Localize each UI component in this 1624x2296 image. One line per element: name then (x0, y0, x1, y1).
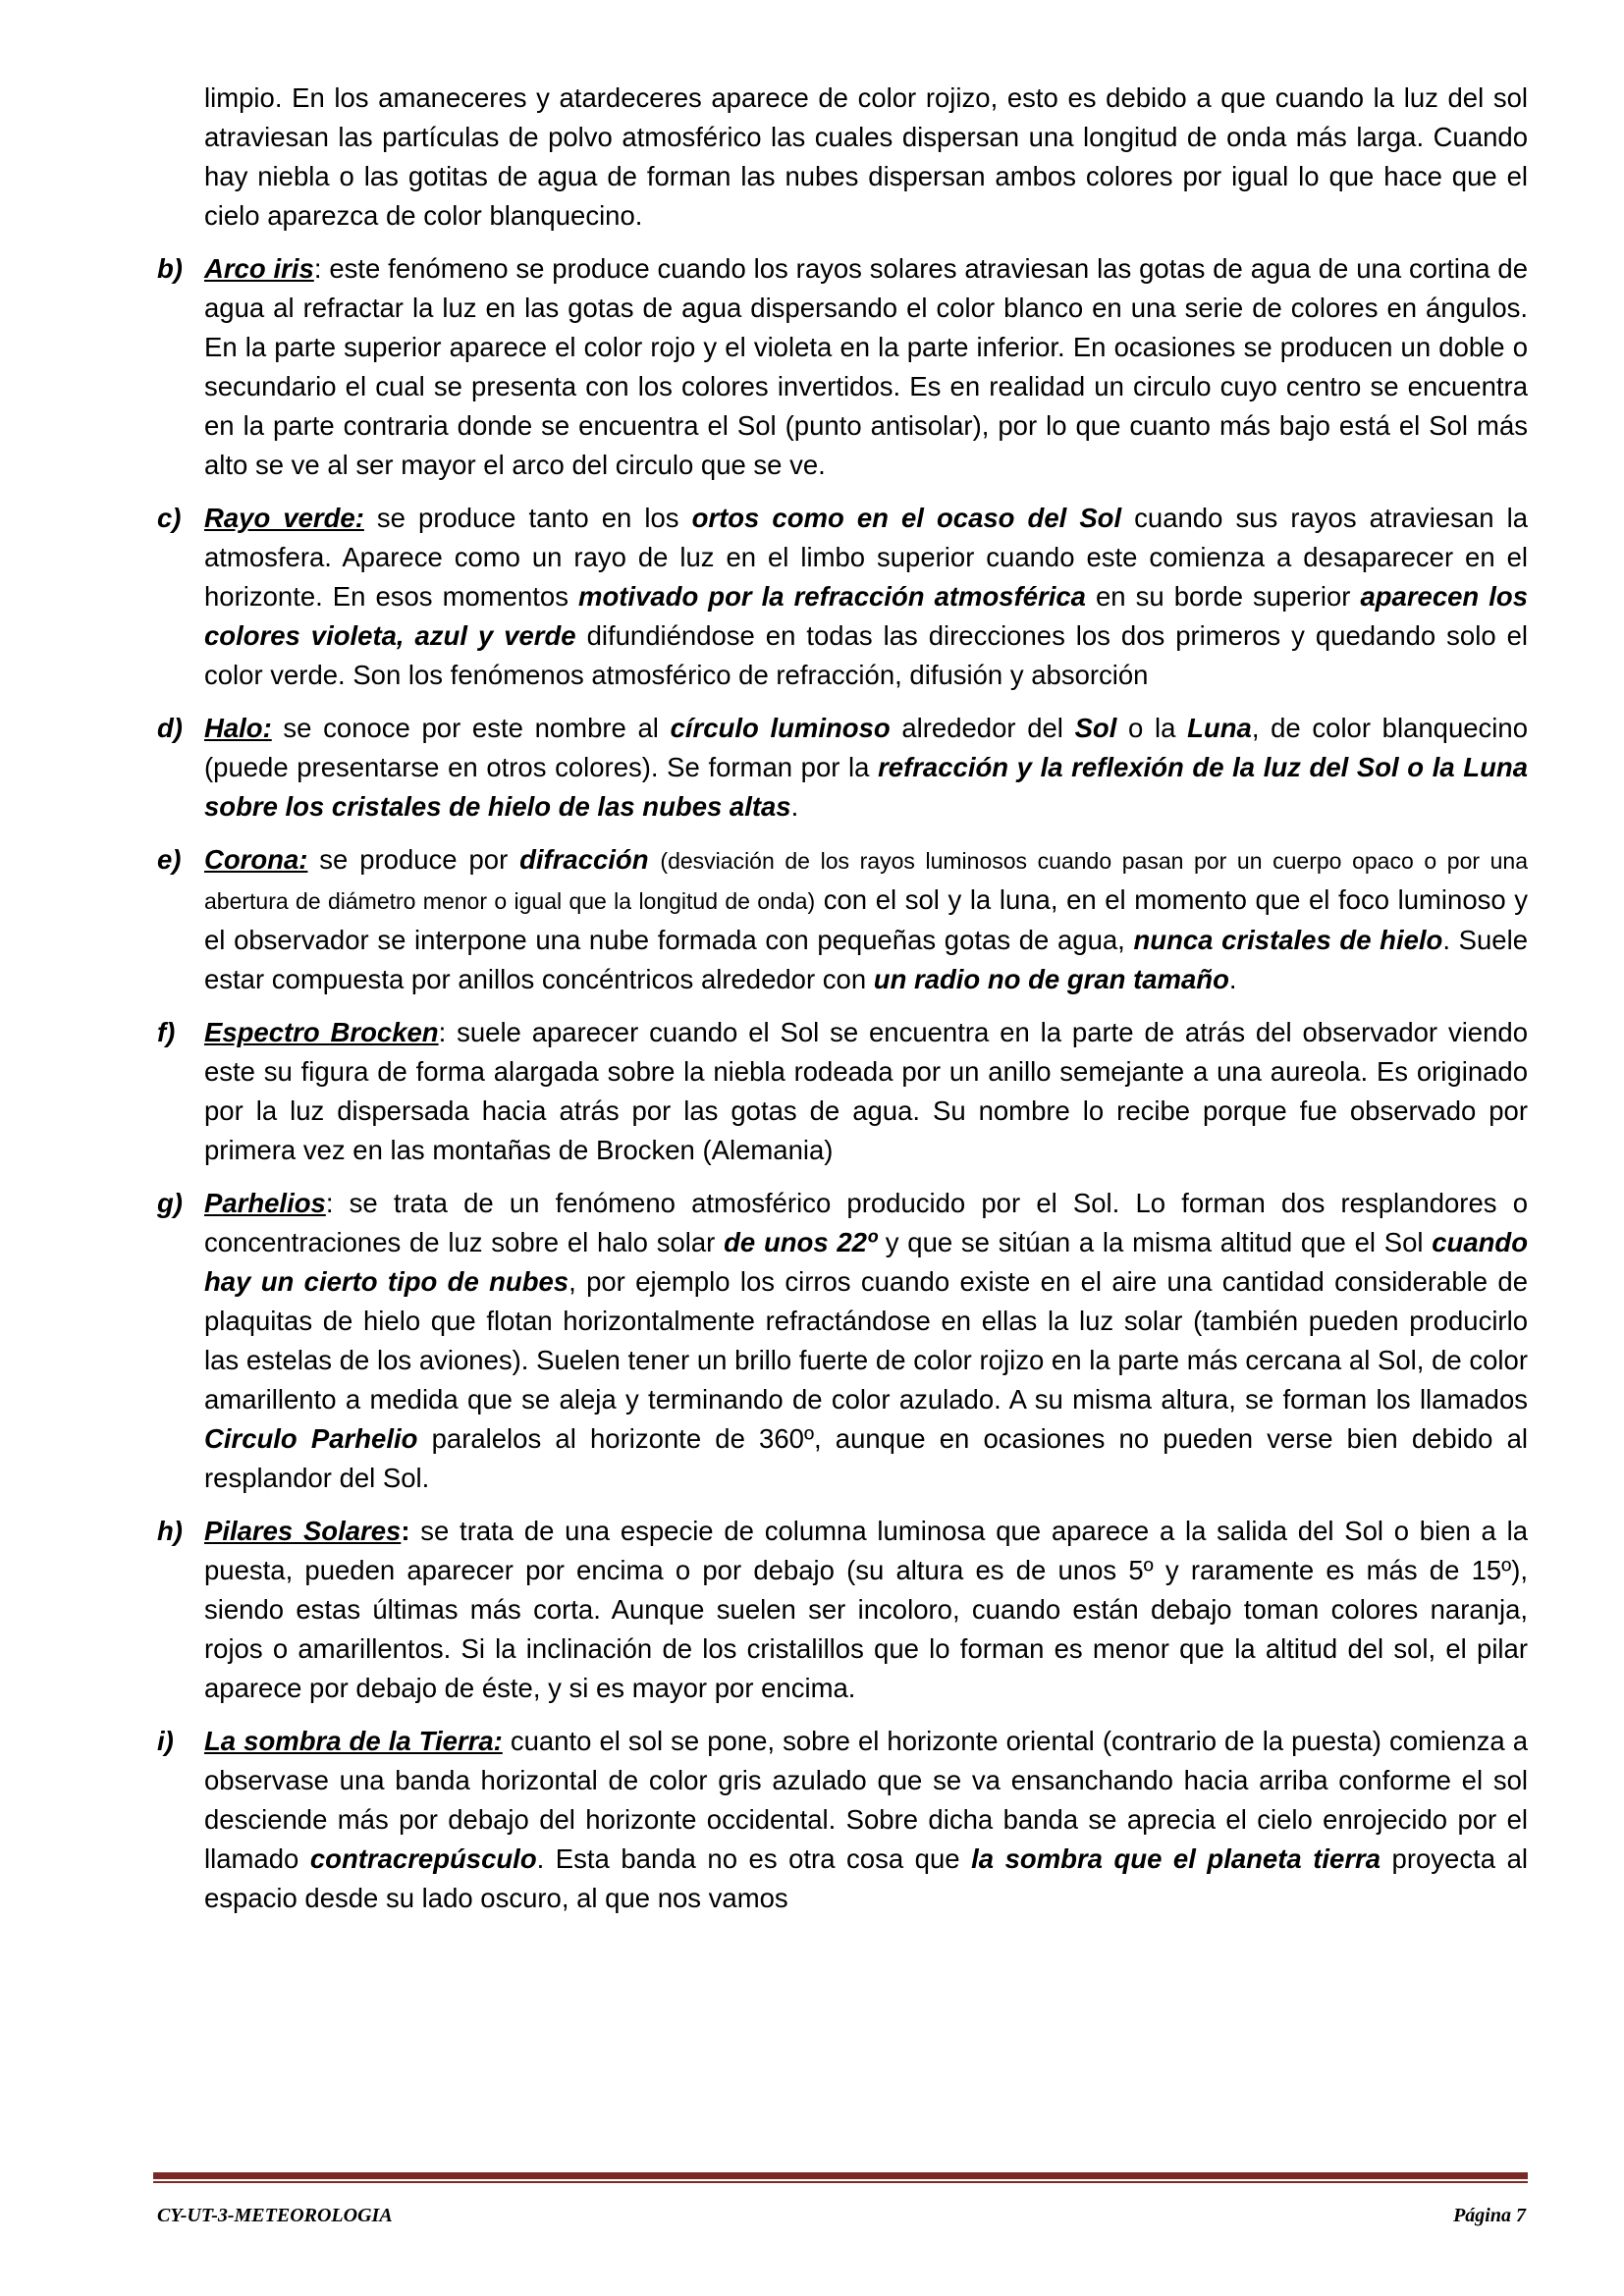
item-term: Halo: (204, 713, 272, 743)
item-letter: g) (157, 1188, 183, 1218)
emphasis: la sombra que el planeta tierra (971, 1843, 1381, 1874)
item-body: cuanto el sol se pone, sobre el horizonte oriental (contrario de la puesta) comienza a observase una banda horizontal de color gris azulado que se va ensanchando hacia arriba conforme el sol desciende más por debajo del horizonte occidental. Sobre dicha banda se aprecia el cielo enrojecido por el llamado (204, 1726, 1528, 1874)
footer-document-code: CY-UT-3-METEOROLOGIA (157, 2205, 393, 2226)
emphasis: Circulo Parhelio (204, 1423, 418, 1454)
item-body: con el sol y la luna, en el momento que el foco luminoso y el observador se interpone una nube formada con pequeñas gotas de agua, (204, 884, 1529, 955)
list-item-rayo-verde (157, 499, 1528, 695)
item-body: , de color blanquecino (puede presentarse en otros colores). Se forman por la (204, 713, 1529, 782)
list-item-espectro-brocken (157, 1013, 1528, 1170)
item-body: alrededor del (890, 713, 1075, 743)
item-letter: c) (157, 503, 182, 533)
emphasis: difracción (519, 844, 649, 875)
footer-rule (153, 2172, 1528, 2179)
list-item-sombra-tierra (157, 1722, 1528, 1918)
emphasis: Luna (1187, 713, 1252, 743)
item-body: . (790, 791, 799, 822)
item-body: proyecta al espacio desde su lado oscuro, al que nos vamos (204, 1843, 1528, 1913)
item-text (204, 840, 1528, 999)
item-body: . (1228, 964, 1237, 994)
footer-page-number: Página 7 (1453, 2205, 1526, 2226)
item-term: La sombra de la Tierra: (204, 1726, 503, 1756)
emphasis: Sol (1074, 713, 1117, 743)
emphasis: contracrepúsculo (309, 1843, 537, 1874)
item-body: . Suele estar compuesta por anillos concéntricos alrededor con (204, 925, 1529, 994)
item-body: , por ejemplo los cirros cuando existe en el aire una cantidad considerable de plaquitas de hielo que flotan horizontalmente refractándose en ellas la luz solar (también pueden producirlo las estelas de los aviones). Suelen tener un brillo fuerte de color rojizo en la parte más cercana al Sol, de color amarillento a medida que se aleja y terminando de color azulado. A su misma altura, se forman los llamados (204, 1266, 1528, 1415)
item-letter: e) (157, 844, 182, 875)
emphasis: cuando hay un cierto tipo de nubes (204, 1227, 1529, 1297)
emphasis: refracción y la reflexión de la luz del Sol o la Luna sobre los cristales de hielo de las nubes altas (204, 752, 1528, 822)
emphasis: círculo luminoso (670, 713, 891, 743)
intro-paragraph: limpio. En los amaneceres y atardeceres aparece de color rojizo, esto es debido a que cuando la luz del sol atraviesan las partículas de polvo atmosférico las cuales dispersan una longitud de onda más larga. Cuando hay niebla o las gotitas de agua de forman las nubes dispersan ambos colores por igual lo que hace que el cielo aparezca de color blanquecino. (204, 82, 1528, 231)
item-body: paralelos al horizonte de 360º, aunque en ocasiones no pueden verse bien debido al resplandor del Sol. (204, 1423, 1529, 1493)
item-text (204, 709, 1528, 827)
emphasis: aparecen los colores violeta, azul y verde (204, 581, 1528, 651)
item-body: : este fenómeno se produce cuando los rayos solares atraviesan las gotas de agua de una cortina de agua al refractar la luz en las gotas de agua dispersando el color blanco en una serie de colores en ángulos. En la parte superior aparece el color rojo y el violeta en la parte inferior. En ocasiones se producen un doble o secundario el cual se presenta con los colores invertidos. Es en realidad un circulo cuyo centro se encuentra en la parte contraria donde se encuentra el Sol (punto antisolar), por lo que cuanto más bajo está el Sol más alto se ve al ser mayor el arco del circulo que se ve. (204, 253, 1528, 480)
footer-rule-thin (153, 2181, 1528, 2183)
item-body: en su borde superior (1085, 581, 1361, 612)
item-text (204, 1013, 1528, 1170)
emphasis: un radio no de gran tamaño (873, 964, 1229, 994)
item-letter: b) (157, 253, 183, 284)
item-term: Arco iris (204, 253, 314, 284)
list-item-pilares-solares (157, 1512, 1528, 1708)
item-body: o la (1116, 713, 1188, 743)
item-letter: d) (157, 713, 183, 743)
item-body: cuando sus rayos atraviesan la atmosfera. Aparece como un rayo de luz en el limbo superior cuando este comienza a desaparecer en el horizonte. En esos momentos (204, 503, 1528, 612)
item-letter: i) (157, 1726, 174, 1756)
item-text (204, 1512, 1528, 1708)
emphasis: ortos como en el ocaso del Sol (691, 503, 1122, 533)
parenthetical-note: (desviación de los rayos luminosos cuando pasan por un cuerpo opaco o por una abertura de diámetro menor o igual que la longitud de onda) (204, 848, 1529, 914)
item-body: se produce por (307, 844, 520, 875)
item-letter: h) (157, 1516, 183, 1546)
list-item-corona (157, 840, 1528, 999)
item-text (204, 249, 1528, 485)
item-body: se produce tanto en los (363, 503, 692, 533)
item-letter: f) (157, 1017, 176, 1047)
item-body: : se trata de un fenómeno atmosférico producido por el Sol. Lo forman dos resplandores o concentraciones de luz sobre el halo solar (204, 1188, 1528, 1257)
page-body (157, 79, 1528, 1932)
item-text (204, 1722, 1528, 1918)
emphasis: motivado por la refracción atmosférica (578, 581, 1086, 612)
item-colon: : (401, 1516, 410, 1546)
item-text (204, 1184, 1528, 1498)
list-item-arco-iris (157, 249, 1528, 485)
item-term: Pilares Solares (204, 1516, 402, 1546)
item-term: Corona: (204, 844, 308, 875)
item-body: se conoce por este nombre al (271, 713, 671, 743)
item-term: Parhelios (204, 1188, 326, 1218)
item-body: se trata de una especie de columna luminosa que aparece a la salida del Sol o bien a la puesta, pueden aparecer por encima o por debajo (su altura es de unos 5º y raramente es más de 15º), siendo estas últimas más corta. Aunque suelen ser incoloro, cuando están debajo toman colores naranja, rojos o amarillentos. Si la inclinación de los cristalillos que lo forman es menor que la altitud del sol, el pilar aparece por debajo de éste, y si es mayor por encima. (204, 1516, 1528, 1703)
list-item-parhelios (157, 1184, 1528, 1498)
item-body (649, 844, 661, 875)
item-body: . Esta banda no es otra cosa que (536, 1843, 972, 1874)
emphasis: nunca cristales de hielo (1133, 925, 1443, 955)
item-term: Espectro Brocken (204, 1017, 439, 1047)
item-body: y que se sitúan a la misma altitud que el Sol (877, 1227, 1433, 1257)
emphasis: de unos 22º (724, 1227, 878, 1257)
item-body: : suele aparecer cuando el Sol se encuentra en la parte de atrás del observador viendo este su figura de forma alargada sobre la niebla rodeada por un anillo semejante a una aureola. Es originado por la luz dispersada hacia atrás por las gotas de agua. Su nombre lo recibe porque fue observado por primera vez en las montañas de Brocken (Alemania) (204, 1017, 1528, 1165)
item-text (204, 499, 1528, 695)
item-term: Rayo verde: (204, 503, 364, 533)
list-item-halo (157, 709, 1528, 827)
item-body: difundiéndose en todas las direcciones los dos primeros y quedando solo el color verde. Son los fenómenos atmosférico de refracción, difusión y absorción (204, 620, 1528, 690)
